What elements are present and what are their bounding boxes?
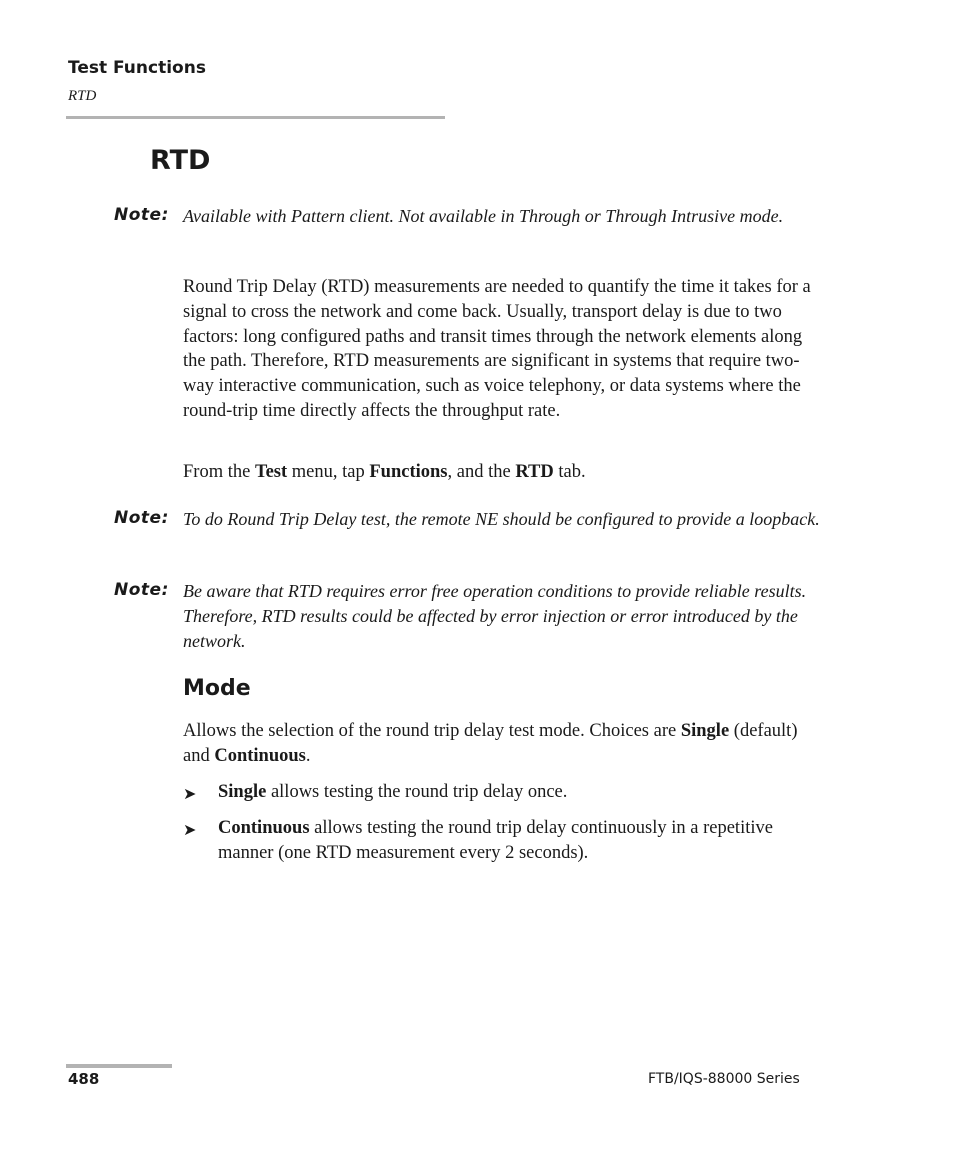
bullet-arrow-icon: ➤ (183, 784, 197, 803)
page-number: 488 (68, 1070, 100, 1088)
note-label: Note: (114, 580, 169, 600)
page-title: RTD (150, 145, 211, 176)
note-loopback: To do Round Trip Delay test, the remote NE should be configured to provide a loopback. (183, 509, 820, 529)
running-header-section: Test Functions (68, 58, 206, 78)
list-item-single: Single allows testing the round trip delay once. (218, 782, 568, 802)
mode-heading: Mode (183, 676, 251, 701)
note-error-free: Be aware that RTD requires error free operation conditions to provide reliable results. Therefore, RTD results could be affected by error injection or error introduced by the network. (183, 581, 807, 651)
product-series: FTB/IQS-88000 Series (648, 1071, 800, 1087)
note-availability: Available with Pattern client. Not available in Through or Through Intrusive mode. (183, 206, 784, 226)
list-item-continuous: Continuous allows testing the round trip delay continuously in a repetitive manner (one RTD measurement every 2 seconds). (218, 818, 773, 863)
footer-rule (66, 1064, 172, 1068)
note-label: Note: (114, 508, 169, 528)
intro-paragraph: Round Trip Delay (RTD) measurements are needed to quantify the time it takes for a signal to cross the network and come back. Usually, transport delay is due to two factors: long configured paths and transit times through the network elements along the path. Therefore, RTD measurements are significant in systems that require two-way interactive communication, such as voice telephony, or data systems where the round-trip time directly affects the throughput rate. (183, 277, 811, 421)
note-label: Note: (114, 205, 169, 225)
header-rule (66, 116, 445, 119)
mode-description: Allows the selection of the round trip delay test mode. Choices are Single (default) and Continuous. (183, 721, 798, 766)
navigation-instruction: From the Test menu, tap Functions, and the RTD tab. (183, 462, 586, 482)
bullet-arrow-icon: ➤ (183, 820, 197, 839)
running-header-subsection: RTD (68, 88, 97, 104)
